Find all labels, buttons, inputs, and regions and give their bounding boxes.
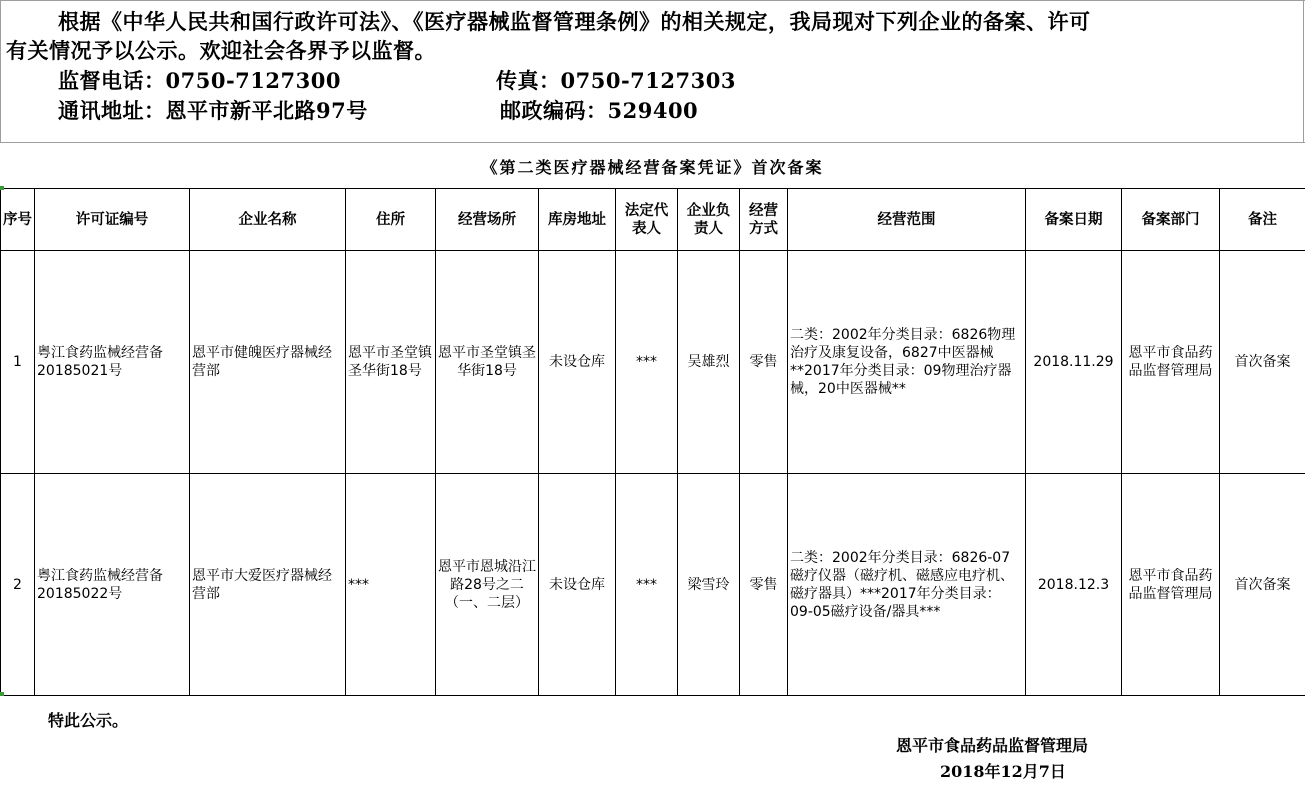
header-mode: 经营方式: [740, 189, 788, 251]
notice-line-2: 有关情况予以公示。欢迎社会各界予以监督。: [6, 38, 436, 63]
cell-no: 2: [1, 474, 35, 696]
cell-premises: 恩平市恩城沿江路28号之二（一、二层）: [436, 474, 539, 696]
header-scope: 经营范围: [788, 189, 1026, 251]
cell-mode: 零售: [740, 251, 788, 474]
table-corner-marker: [0, 186, 4, 190]
cell-legal-rep: ***: [616, 251, 678, 474]
cell-remark: 首次备案: [1220, 251, 1305, 474]
cell-manager: 梁雪玲: [678, 474, 740, 696]
closing-statement: 特此公示。: [48, 711, 129, 730]
postal-code: 邮政编码：529400: [500, 98, 699, 123]
header-residence: 住所: [346, 189, 436, 251]
notice-divider: [0, 142, 1305, 143]
cell-premises: 恩平市圣堂镇圣华街18号: [436, 251, 539, 474]
cell-company: 恩平市大爱医疗器械经营部: [190, 474, 346, 696]
registration-table: [0, 188, 1305, 696]
header-premises: 经营场所: [436, 189, 539, 251]
cell-warehouse: 未设仓库: [539, 474, 616, 696]
header-warehouse: 库房地址: [539, 189, 616, 251]
cell-date: 2018.12.3: [1026, 474, 1122, 696]
postal-address: 通讯地址：恩平市新平北路97号: [58, 98, 368, 123]
header-company: 企业名称: [190, 189, 346, 251]
cell-residence: ***: [346, 474, 436, 696]
cell-residence: 恩平市圣堂镇圣华街18号: [346, 251, 436, 474]
cell-scope: 二类：2002年分类目录：6826物理治疗及康复设备，6827中医器械**2017年分类目录：09物理治疗器械，20中医器械**: [788, 251, 1026, 474]
table-corner-marker: [0, 692, 4, 696]
issuing-authority: 恩平市食品药品监督管理局: [896, 736, 1089, 755]
cell-license: 粤江食药监械经营备20185021号: [35, 251, 190, 474]
document-title: 《第二类医疗器械经营备案凭证》首次备案: [481, 158, 824, 177]
cell-dept: 恩平市食品药品监督管理局: [1122, 474, 1220, 696]
table-header-row: [1, 189, 1305, 251]
cell-remark: 首次备案: [1220, 474, 1305, 696]
cell-company: 恩平市健魄医疗器械经营部: [190, 251, 346, 474]
header-remark: 备注: [1220, 189, 1305, 251]
cell-license: 粤江食药监械经营备20185022号: [35, 474, 190, 696]
cell-warehouse: 未设仓库: [539, 251, 616, 474]
table-row: [1, 251, 1305, 474]
issue-date: 2018年12月7日: [940, 762, 1066, 781]
cell-dept: 恩平市食品药品监督管理局: [1122, 251, 1220, 474]
header-legal-rep: 法定代表人: [616, 189, 678, 251]
cell-mode: 零售: [740, 474, 788, 696]
cell-manager: 吴雄烈: [678, 251, 740, 474]
fax-number: 传真：0750-7127303: [496, 68, 736, 93]
header-manager: 企业负责人: [678, 189, 740, 251]
header-license: 许可证编号: [35, 189, 190, 251]
header-no: 序号: [1, 189, 35, 251]
cell-legal-rep: ***: [616, 474, 678, 696]
supervision-phone: 监督电话：0750-7127300: [58, 68, 341, 93]
top-border: [0, 0, 1305, 1]
table-row: [1, 474, 1305, 696]
header-date: 备案日期: [1026, 189, 1122, 251]
cell-scope: 二类：2002年分类目录：6826-07磁疗仪器（磁疗机、磁感应电疗机、磁疗器具）***2017年分类目录：09-05磁疗设备/器具***: [788, 474, 1026, 696]
header-dept: 备案部门: [1122, 189, 1220, 251]
cell-date: 2018.11.29: [1026, 251, 1122, 474]
notice-line-1: 根据《中华人民共和国行政许可法》、《医疗器械监督管理条例》的相关规定，我局现对下列企业的备案、许可: [58, 9, 1091, 34]
cell-no: 1: [1, 251, 35, 474]
